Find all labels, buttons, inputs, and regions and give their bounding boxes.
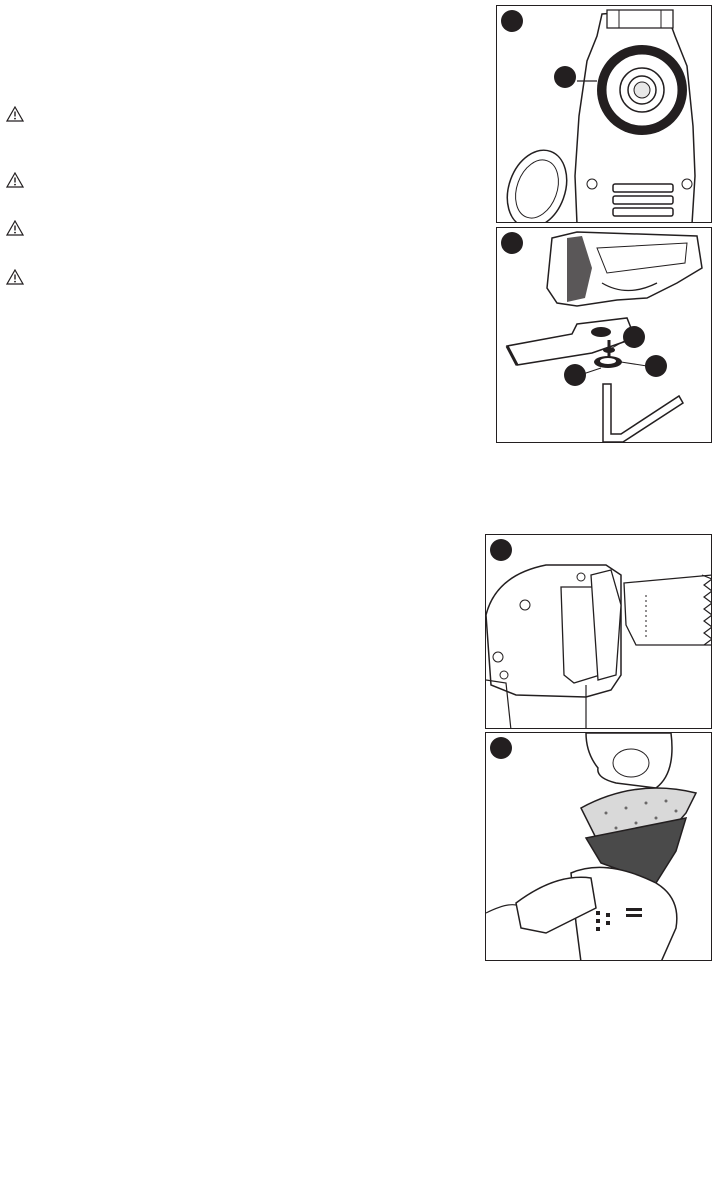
- sanding-pad-illustration: [486, 733, 712, 961]
- figure-number-badge: [501, 10, 523, 32]
- figure-number-badge: [490, 539, 512, 561]
- blade-attachment-illustration: [497, 228, 712, 443]
- figure-blade-mounted: [485, 534, 712, 729]
- warning-triangle-icon: [6, 269, 24, 285]
- warning-triangle-icon: [6, 172, 24, 188]
- callout-badge: [564, 364, 586, 386]
- blade-mounted-illustration: [486, 535, 712, 729]
- tool-head-illustration: [497, 6, 712, 223]
- callout-badge: [554, 66, 576, 88]
- warning-triangle-icon: [6, 106, 24, 122]
- figure-number-badge: [490, 737, 512, 759]
- callout-badge: [645, 355, 667, 377]
- callout-badge: [623, 326, 645, 348]
- warning-triangle-icon: [6, 220, 24, 236]
- figure-blade-attachment: [496, 227, 712, 443]
- figure-number-badge: [501, 232, 523, 254]
- figure-adapter-ring: [496, 5, 712, 223]
- figure-sanding-pad: [485, 732, 712, 961]
